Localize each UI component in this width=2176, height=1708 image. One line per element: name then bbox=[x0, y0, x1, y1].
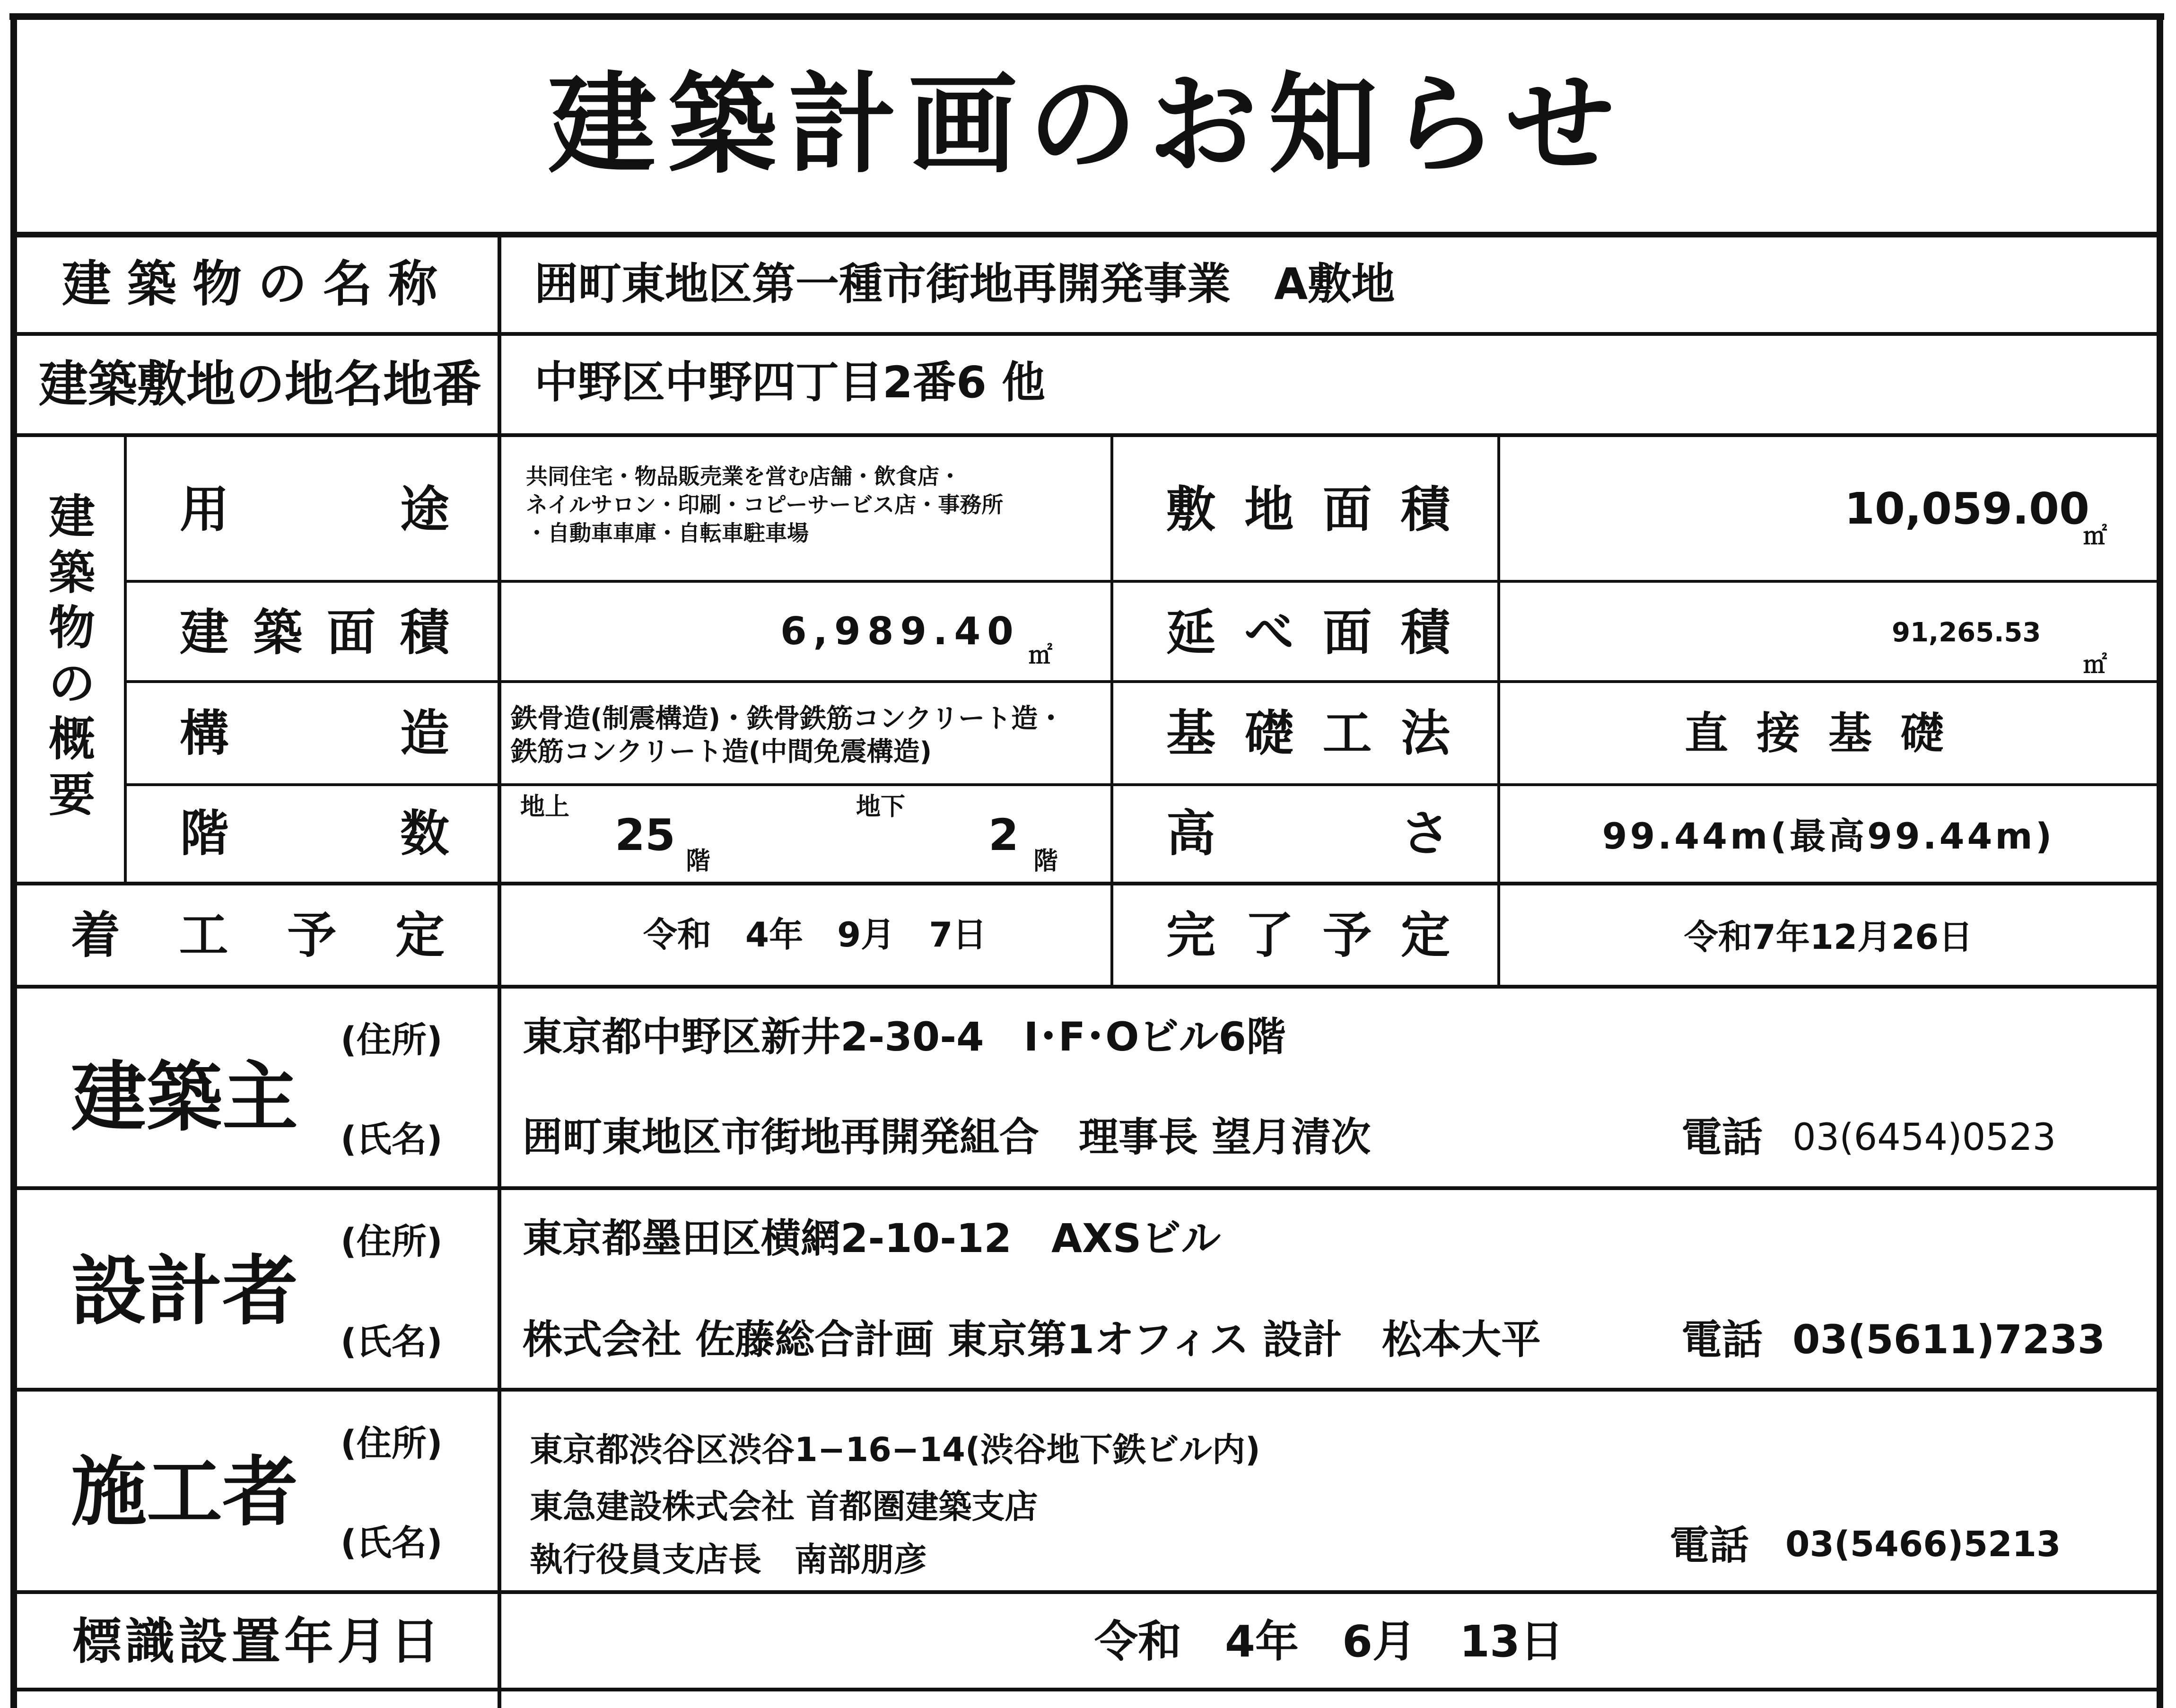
frame-top bbox=[9, 13, 2164, 20]
label-char: 礎 bbox=[1244, 704, 1294, 762]
floors-above-value: 25 bbox=[615, 810, 676, 860]
label-char: 定 bbox=[395, 906, 445, 964]
height-value: 99.44m(最高99.44m) bbox=[1602, 815, 2055, 857]
structure-line: 鉄骨造(制震構造)・鉄骨鉄筋コンクリート造・ bbox=[511, 703, 1065, 734]
page-title: 建築計画のお知らせ bbox=[548, 62, 1626, 188]
use-label-text bbox=[180, 481, 449, 538]
label-char: 積 bbox=[1400, 604, 1450, 661]
label-char: 工 bbox=[1322, 704, 1372, 762]
use-value-line: ・自動車車庫・自転車駐車場 bbox=[526, 520, 809, 546]
designer-name-label: (氏名) bbox=[341, 1322, 443, 1362]
frame-right bbox=[2157, 13, 2163, 1708]
start-value: 令和 4年 9月 7日 bbox=[643, 915, 987, 955]
label-char: 年 bbox=[284, 1612, 338, 1670]
site-area-unit: ㎡ bbox=[2083, 522, 2107, 550]
structure-line: 鉄筋コンクリート造(中間免震構造) bbox=[511, 736, 932, 767]
overview-section-label: 建築物の概要 bbox=[48, 490, 95, 822]
contractor-name-line2: 執行役員支店長 南部朋彦 bbox=[530, 1540, 927, 1579]
rule-h bbox=[10, 1388, 2163, 1392]
label-char: 月 bbox=[337, 1612, 391, 1670]
label-char: 築 bbox=[253, 604, 303, 661]
label-char: べ bbox=[1244, 604, 1294, 661]
completion-value: 令和7年12月26日 bbox=[1684, 917, 1973, 957]
rule-v bbox=[1497, 433, 1500, 988]
label-char: 標 bbox=[72, 1612, 125, 1670]
use-value-line: ネイルサロン・印刷・コピーサービス店・事務所 bbox=[526, 491, 1004, 517]
height-label bbox=[1166, 805, 1450, 862]
owner-address-label: (住所) bbox=[341, 1020, 443, 1060]
label-char: 面 bbox=[1322, 604, 1372, 661]
structure-value bbox=[511, 702, 1064, 769]
designer-title: 設計者 bbox=[71, 1247, 298, 1335]
frame-left bbox=[10, 13, 17, 1708]
label-char: 法 bbox=[1400, 704, 1450, 762]
floors-below-unit: 階 bbox=[1033, 847, 1058, 876]
label-char: 面 bbox=[326, 604, 376, 661]
rule-v bbox=[124, 433, 127, 885]
label-char: 階 bbox=[180, 805, 229, 862]
sign-date-value: 令和 4年 6月 13日 bbox=[1094, 1616, 1564, 1667]
owner-phone-label: 電話 bbox=[1681, 1114, 1763, 1161]
label-char: 築 bbox=[87, 355, 137, 413]
owner-name-label: (氏名) bbox=[341, 1119, 443, 1160]
label-char: 面 bbox=[1322, 481, 1372, 538]
rule-v bbox=[1110, 433, 1113, 988]
label-char: さ bbox=[1400, 805, 1450, 862]
rule-h bbox=[125, 580, 2163, 583]
use-value-line: 共同住宅・物品販売業を営む店舗・飲食店・ bbox=[526, 464, 961, 489]
building-name-label bbox=[61, 255, 454, 313]
label-char: 名 bbox=[334, 355, 384, 413]
label-char: 番 bbox=[432, 355, 482, 413]
label-char: 定 bbox=[1400, 906, 1450, 964]
rule-h bbox=[10, 882, 2163, 885]
floors-above-label: 地上 bbox=[520, 793, 570, 821]
owner-name: 囲町東地区市街地再開発組合 理事長 望月清次 bbox=[523, 1114, 1371, 1160]
label-char: 名 bbox=[323, 255, 389, 313]
designer-address: 東京都墨田区横網2-10-12 AXSビル bbox=[523, 1215, 1221, 1261]
contractor-phone-label: 電話 bbox=[1669, 1522, 1749, 1568]
label-char: 構 bbox=[180, 704, 229, 762]
label-char: 建 bbox=[38, 355, 88, 413]
total-floor-area-value: 91,265.53 bbox=[1892, 617, 2041, 648]
label-char: 途 bbox=[400, 481, 449, 538]
building-area-value: 6,989.40 bbox=[780, 609, 1020, 653]
foundation-value: 直接基礎 bbox=[1684, 708, 1972, 759]
contractor-name-line1: 東急建設株式会社 首都圏建築支店 bbox=[530, 1487, 1038, 1526]
label-char: 高 bbox=[1166, 805, 1216, 862]
rule-h bbox=[10, 1688, 2163, 1691]
label-char: 完 bbox=[1166, 906, 1216, 964]
designer-name: 株式会社 佐藤総合計画 東京第1オフィス 設計 松本大平 bbox=[523, 1316, 1541, 1363]
site-area-label bbox=[1166, 481, 1450, 538]
label-char: 了 bbox=[1244, 906, 1294, 964]
label-char: 識 bbox=[125, 1612, 178, 1670]
label-char: 予 bbox=[1322, 906, 1372, 964]
contractor-address: 東京都渋谷区渋谷1−16−14(渋谷地下鉄ビル内) bbox=[530, 1430, 1260, 1469]
label-char: 建 bbox=[61, 255, 127, 313]
building-area-unit: ㎡ bbox=[1029, 641, 1052, 669]
label-char: 予 bbox=[287, 906, 337, 964]
label-char: 置 bbox=[231, 1612, 284, 1670]
rule-h bbox=[10, 433, 2163, 437]
rule-h bbox=[10, 332, 2163, 336]
label-char: 造 bbox=[400, 704, 449, 762]
label-char: 地 bbox=[285, 355, 334, 413]
site-address-value: 中野区中野四丁目2番6 他 bbox=[534, 357, 1046, 408]
label-char: 用 bbox=[180, 481, 229, 538]
label-char: 着 bbox=[71, 906, 121, 964]
rule-h bbox=[10, 985, 2163, 989]
designer-address-label: (住所) bbox=[341, 1221, 443, 1262]
label-char: 基 bbox=[1166, 704, 1216, 762]
rule-h bbox=[10, 1186, 2163, 1190]
label-char: 積 bbox=[1400, 481, 1450, 538]
rule-h bbox=[10, 232, 2163, 237]
use-label bbox=[180, 481, 449, 538]
label-char: 敷 bbox=[1166, 481, 1216, 538]
label-char: 称 bbox=[388, 255, 454, 313]
floors-label bbox=[180, 805, 449, 862]
label-char: 敷 bbox=[137, 355, 186, 413]
contractor-title: 施工者 bbox=[71, 1448, 298, 1536]
rule-h bbox=[125, 783, 2163, 786]
designer-phone: 03(5611)7233 bbox=[1792, 1316, 2106, 1363]
label-char: 築 bbox=[127, 255, 192, 313]
floors-above-unit: 階 bbox=[686, 847, 711, 876]
building-area-label bbox=[180, 604, 449, 661]
total-floor-area-unit: ㎡ bbox=[2083, 651, 2107, 678]
label-char: 工 bbox=[179, 906, 228, 964]
contractor-name-label: (氏名) bbox=[341, 1523, 443, 1563]
sign-date-label bbox=[64, 1612, 452, 1670]
contractor-address-label: (住所) bbox=[341, 1423, 443, 1464]
label-char: の bbox=[258, 255, 323, 313]
floors-below-label: 地下 bbox=[856, 793, 906, 821]
start-label bbox=[71, 906, 445, 964]
label-char: 地 bbox=[186, 355, 236, 413]
site-address-label bbox=[38, 355, 482, 413]
label-char: 延 bbox=[1166, 604, 1216, 661]
label-char: 物 bbox=[192, 255, 258, 313]
floors-below-value: 2 bbox=[988, 810, 1019, 860]
total-floor-area-label bbox=[1166, 604, 1450, 661]
owner-title: 建築主 bbox=[71, 1053, 298, 1141]
designer-phone-label: 電話 bbox=[1681, 1316, 1763, 1364]
site-area-value: 10,059.00 bbox=[1844, 483, 2089, 534]
owner-address: 東京都中野区新井2-30-4 I･F･Oビル6階 bbox=[523, 1014, 1286, 1060]
label-char: の bbox=[235, 355, 285, 413]
structure-label bbox=[180, 704, 449, 762]
contractor-phone: 03(5466)5213 bbox=[1785, 1524, 2061, 1565]
label-char: 設 bbox=[178, 1612, 231, 1670]
foundation-label bbox=[1166, 704, 1450, 762]
label-char: 建 bbox=[180, 604, 229, 661]
label-char: 地 bbox=[383, 355, 433, 413]
completion-label bbox=[1166, 906, 1450, 964]
label-char: 積 bbox=[400, 604, 449, 661]
rule-h bbox=[125, 680, 2163, 683]
label-char: 数 bbox=[400, 805, 449, 862]
rule-h bbox=[10, 1590, 2163, 1594]
building-name-value: 囲町東地区第一種市街地再開発事業 A敷地 bbox=[534, 259, 1395, 309]
rule-v bbox=[498, 232, 501, 1708]
use-value bbox=[526, 463, 1003, 547]
label-char: 地 bbox=[1244, 481, 1294, 538]
label-char: 日 bbox=[390, 1612, 444, 1670]
owner-phone: 03(6454)0523 bbox=[1792, 1116, 2056, 1159]
